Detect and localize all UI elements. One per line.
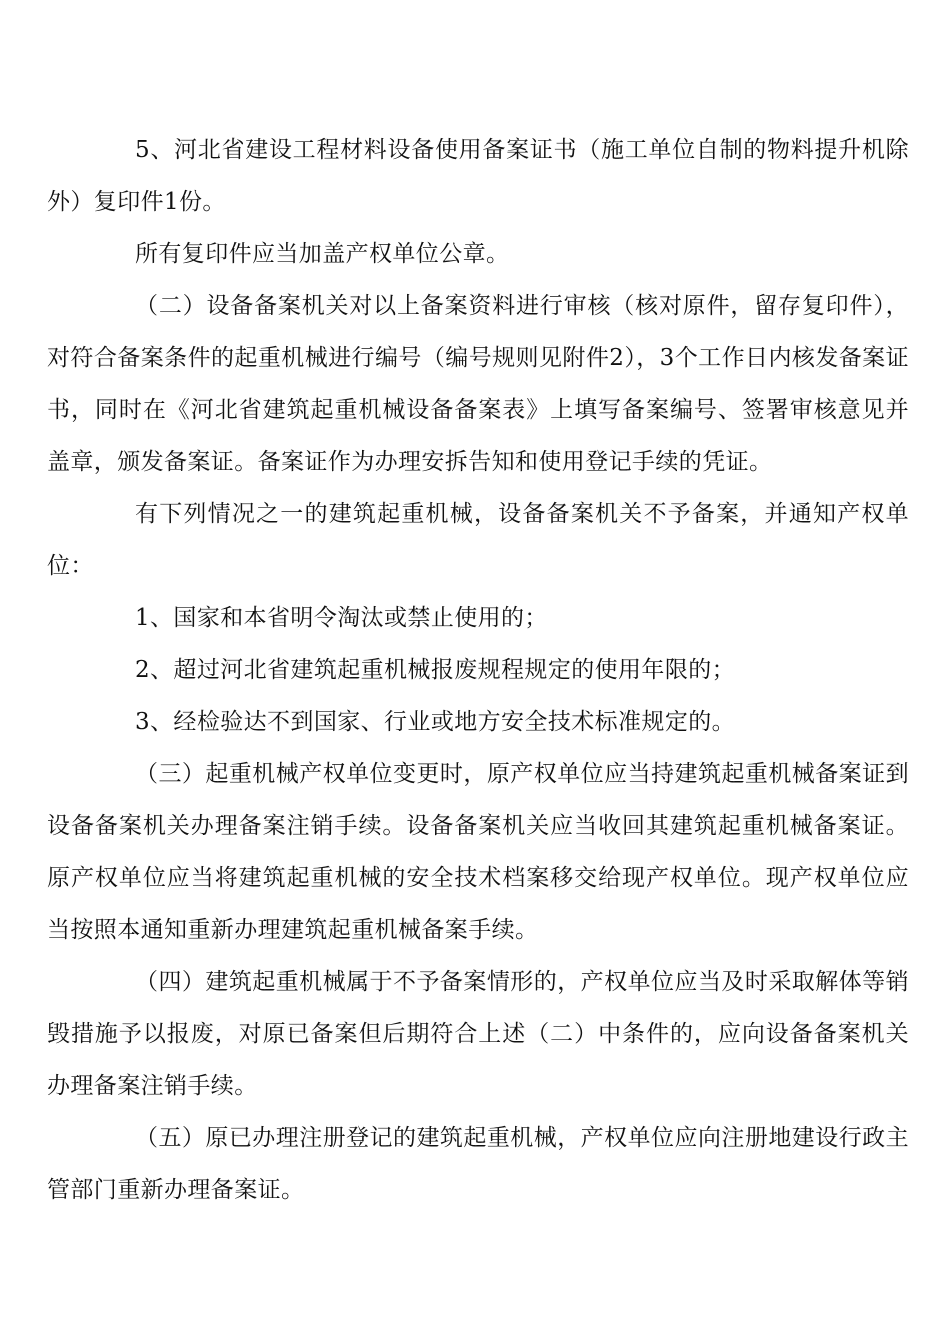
paragraph-condition-1: 1、国家和本省明令淘汰或禁止使用的； (135, 605, 548, 631)
paragraph-rejection-conditions: 有下列情况之一的建筑起重机械，设备备案机关不予备案，并通知产权单位： (47, 501, 909, 579)
paragraph-item-5-certificate: 5、河北省建设工程材料设备使用备案证书（施工单位自制的物料提升机除外）复印件1份。 (47, 137, 909, 215)
paragraph-condition-2: 2、超过河北省建筑起重机械报废规程规定的使用年限的； (135, 657, 736, 683)
paragraph-condition-3: 3、经检验达不到国家、行业或地方安全技术标准规定的。 (135, 709, 736, 735)
paragraph-section-5-re-registration: （五）原已办理注册登记的建筑起重机械，产权单位应向注册地建设行政主管部门重新办理备案证。 (47, 1125, 909, 1203)
paragraph-section-4-scrapping: （四）建筑起重机械属于不予备案情形的，产权单位应当及时采取解体等销毁措施予以报废，对原已备案但后期符合上述（二）中条件的，应向设备备案机关办理备案注销手续。 (47, 969, 909, 1099)
paragraph-section-3-ownership-change: （三）起重机械产权单位变更时，原产权单位应当持建筑起重机械备案证到设备备案机关办理备案注销手续。设备备案机关应当收回其建筑起重机械备案证。原产权单位应当将建筑起重机械的安全技术档案移交给现产权单位。现产权单位应当按照本通知重新办理建筑起重机械备案手续。 (47, 761, 909, 943)
document-body (47, 124, 909, 1216)
paragraph-section-2-review: （二）设备备案机关对以上备案资料进行审核（核对原件，留存复印件），对符合备案条件的起重机械进行编号（编号规则见附件2），3个工作日内核发备案证书，同时在《河北省建筑起重机械设备备案表》上填写备案编号、签署审核意见并盖章，颁发备案证。备案证作为办理安拆告知和使用登记手续的凭证。 (47, 293, 909, 475)
paragraph-seal-requirement: 所有复印件应当加盖产权单位公章。 (135, 241, 510, 267)
